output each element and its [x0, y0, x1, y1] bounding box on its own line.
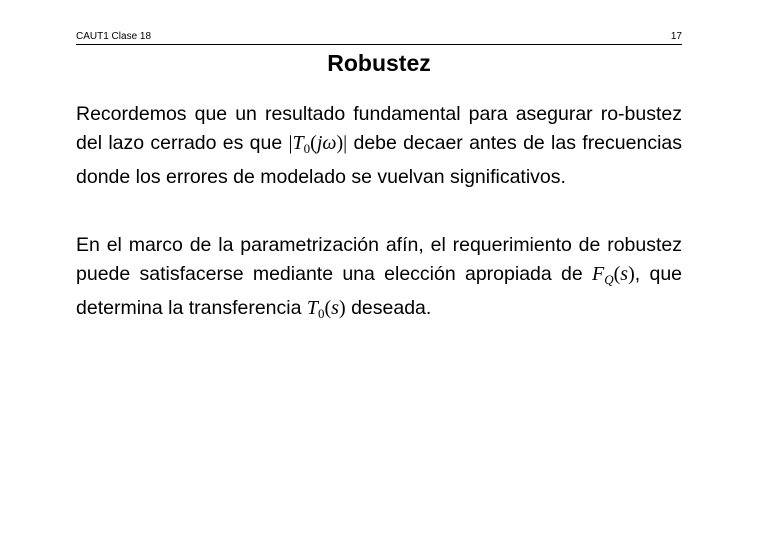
math-F-argument: s: [620, 263, 629, 285]
course-label: CAUT1 Clase 18: [76, 31, 152, 42]
math-F: F: [592, 263, 605, 285]
slide-title: Robustez: [327, 50, 431, 76]
math-T2-argument: s: [331, 297, 339, 319]
math-FQ-s: $F_Q(s)$: [592, 263, 635, 287]
paragraph1-text-after: debe decaer antes de las frecuencias donde los errores de modelado se vuelvan significativos.: [76, 132, 682, 188]
math-T2: T: [306, 297, 318, 319]
paragraph2-text-middle: , que determina la transferencia: [76, 263, 683, 319]
math-F-subscript: Q: [604, 272, 614, 287]
slide-header: [76, 30, 682, 45]
math-T: T: [292, 132, 304, 154]
paragraph-robustness-condition: [76, 100, 682, 192]
paragraph1-text-before: Recordemos que un resultado fundamental para asegurar ro-bustez del lazo cerrado es que: [76, 103, 682, 154]
paragraph2-text-after: deseada.: [351, 297, 432, 319]
math-argument: jω: [316, 132, 337, 154]
paragraph2-text-before: En el marco de la parametrización afín, el requerimiento de robustez puede satisfacerse mediante una elección apropiada de: [76, 234, 682, 285]
paragraph-affine-parametrization: [76, 231, 682, 328]
math-T0-s: $T_0(s)$: [306, 297, 346, 321]
math-T2-subscript: 0: [318, 306, 325, 321]
page-number: 17: [670, 31, 682, 42]
math-T-subscript: 0: [303, 141, 311, 156]
math-abs-T0-jw: $|T_0(j\omega)|$: [288, 132, 348, 156]
